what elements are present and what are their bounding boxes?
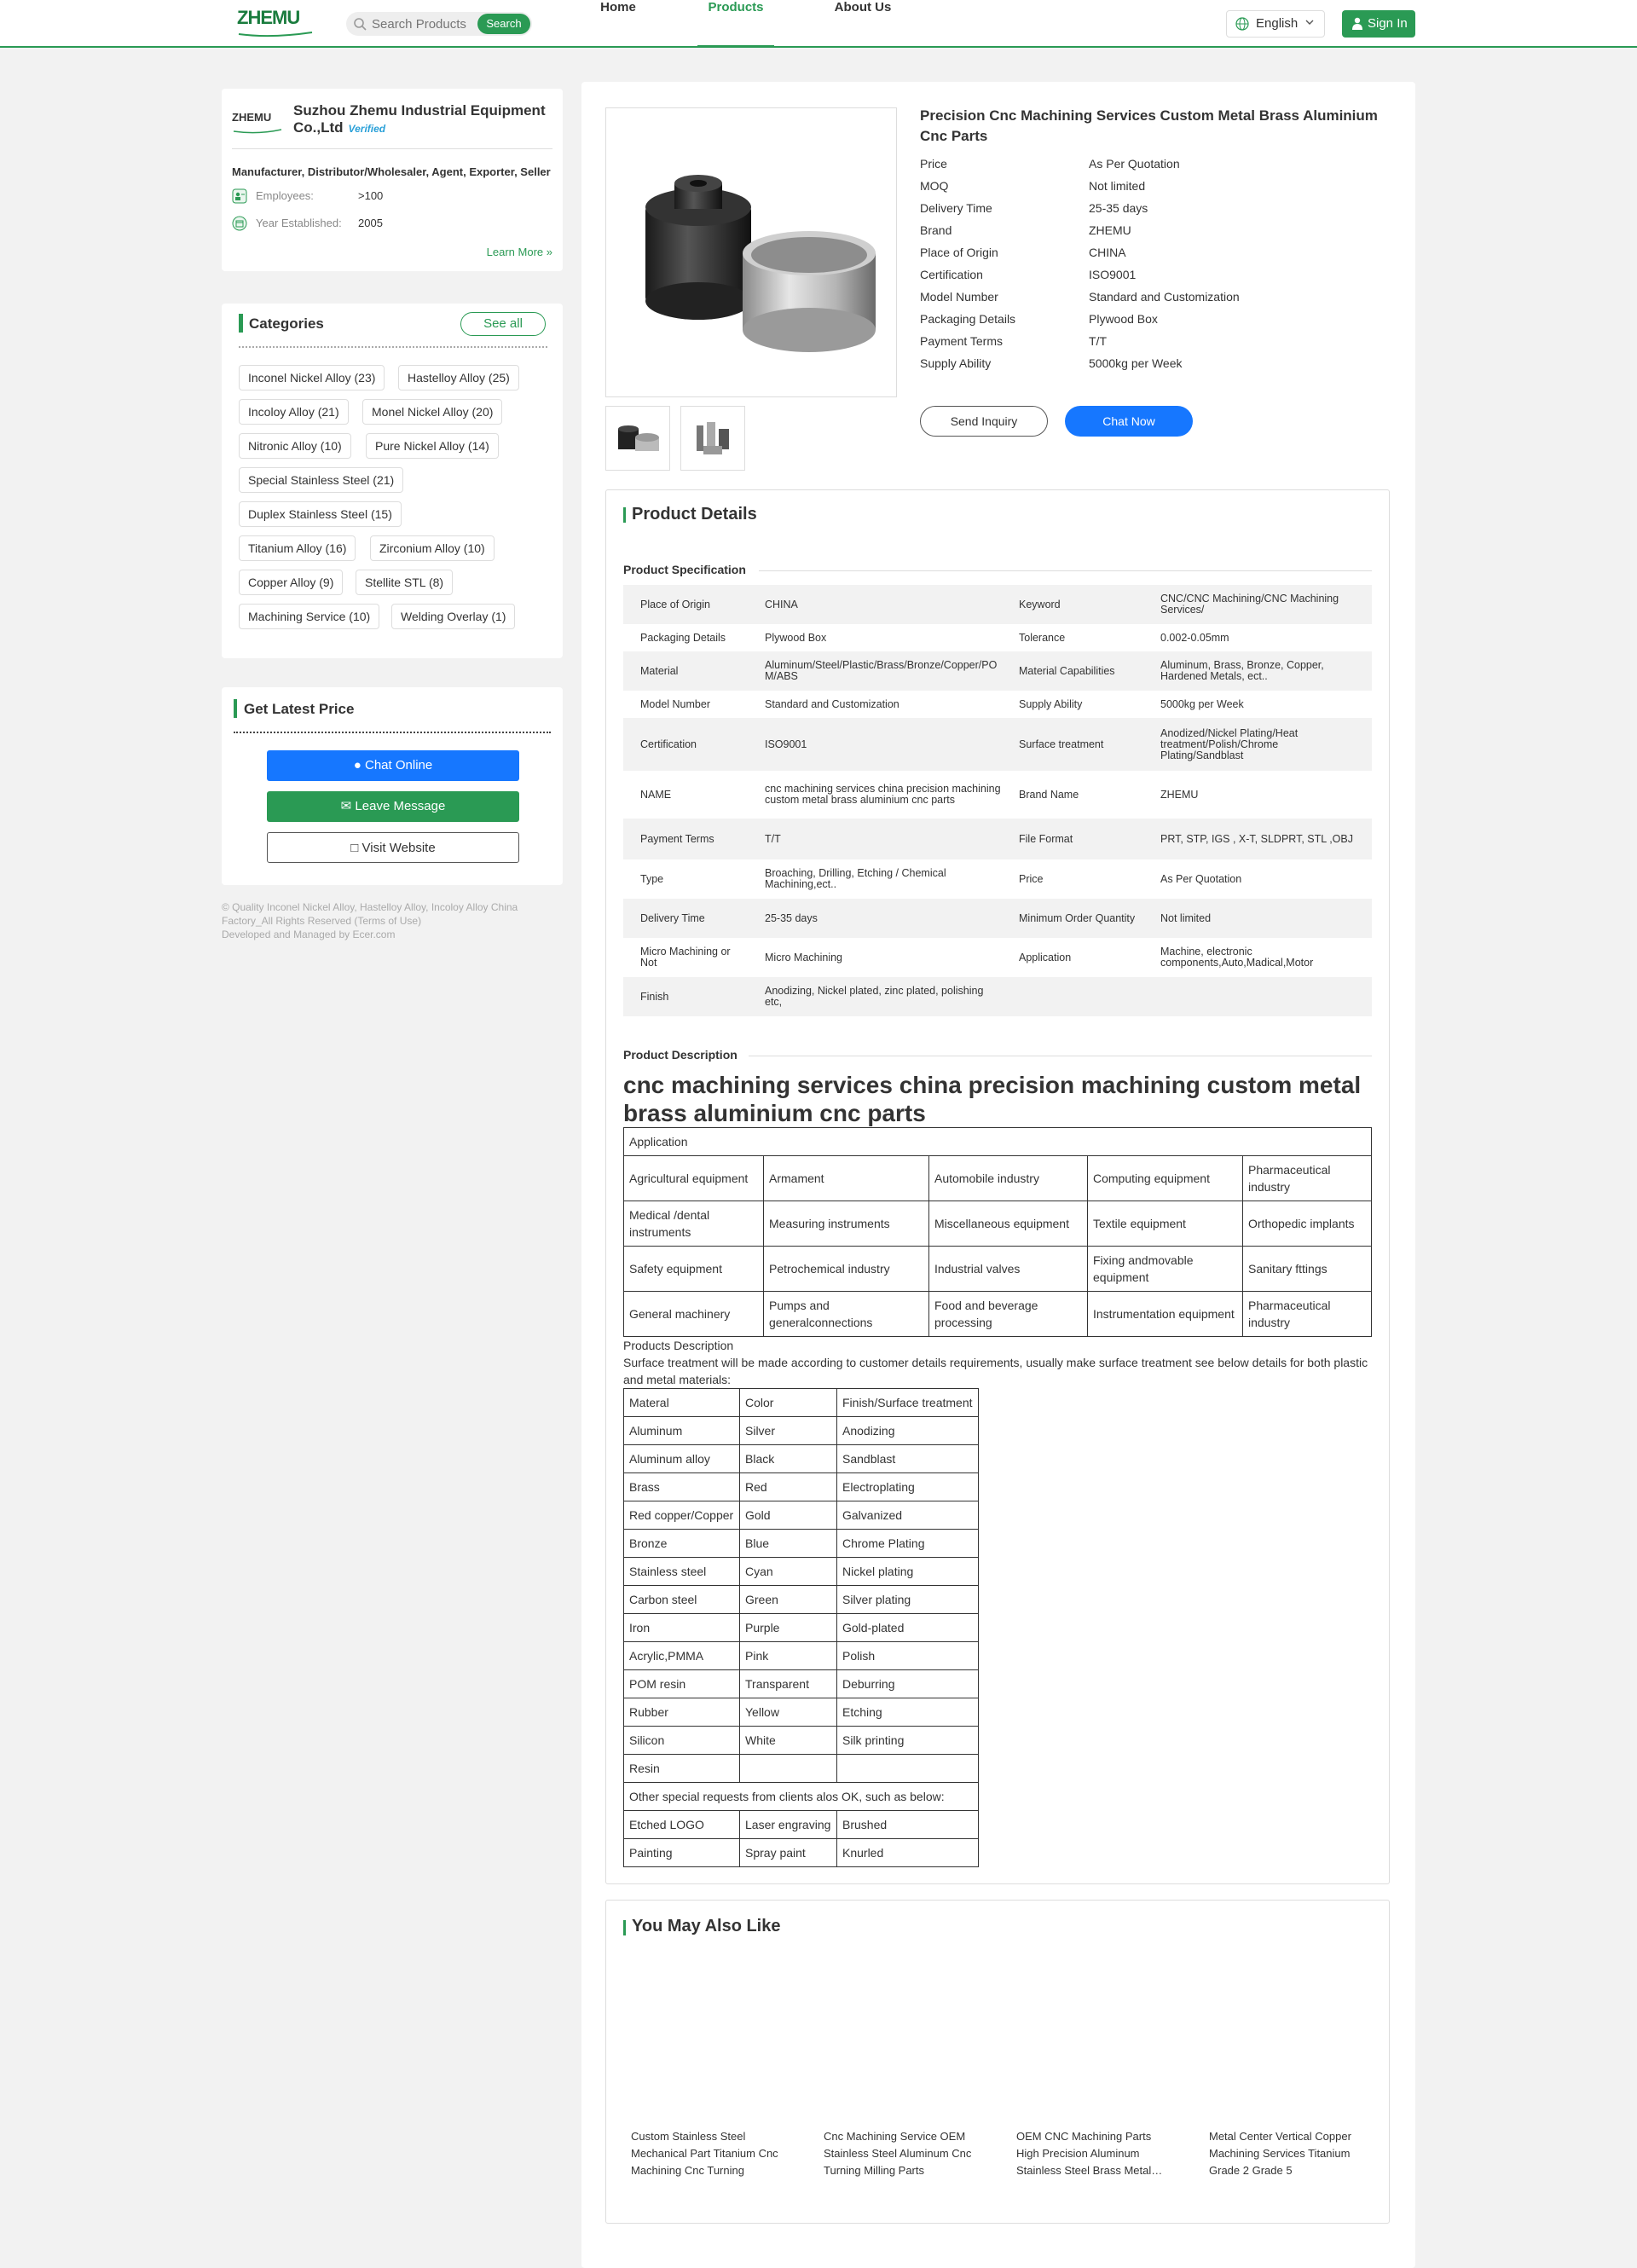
spec-key: Delivery Time (640, 911, 705, 924)
finish-cell: Chrome Plating (837, 1530, 979, 1558)
spec-value: PRT, STP, IGS , X-T, SLDPRT, STL ,OBJ (1160, 832, 1353, 845)
products-description-label: Products Description (623, 1339, 734, 1352)
envelope-icon: ✉ (340, 799, 352, 813)
app-cell: Pharmaceutical industry (1243, 1156, 1372, 1201)
nav-home[interactable]: Home (600, 0, 636, 14)
material-cell: Materal (624, 1389, 740, 1417)
spec-value: Broaching, Drilling, Etching / Chemical Machining,ect.. (765, 867, 946, 890)
spec-row (623, 819, 1372, 859)
thumbnail-photo (606, 407, 671, 472)
spec-value: Anodizing, Nickel plated, zinc plated, polishing etc, (765, 985, 984, 1008)
application-table (623, 1127, 1372, 1337)
app-cell: Safety equipment (624, 1247, 764, 1292)
specification-table (623, 585, 1372, 1016)
company-logo (232, 102, 286, 136)
related-product-link[interactable]: Cnc Machining Service OEM Stainless Steel Aluminum Cnc Turning Milling Parts (824, 2130, 972, 2177)
spec-row (623, 624, 1372, 651)
company-name: Suzhou Zhemu Industrial Equipment Co.,Ltd (293, 102, 546, 136)
material-cell: Aluminum alloy (624, 1445, 740, 1473)
category-tag-welding-overlay[interactable]: Welding Overlay (1) (391, 604, 515, 629)
spec-value (1160, 977, 1372, 1016)
latest-price-card (222, 687, 563, 885)
material-row (624, 1727, 979, 1755)
send-inquiry-button[interactable]: Send Inquiry (920, 406, 1048, 437)
app-cell: Armament (764, 1156, 929, 1201)
spec-key: Brand Name (1019, 788, 1079, 801)
categories-title: Categories (249, 315, 324, 332)
spec-key: Finish (640, 990, 669, 1003)
finish-cell: Sandblast (837, 1445, 979, 1473)
material-cell: Rubber (624, 1698, 740, 1727)
chat-online-label: Chat Online (365, 758, 433, 772)
attr-key: Brand (920, 223, 952, 237)
finish-cell (837, 1755, 979, 1783)
year-established-label: Year Established: (256, 217, 342, 229)
finish-cell: Electroplating (837, 1473, 979, 1501)
dotted-divider (234, 732, 551, 733)
related-product-link[interactable]: OEM CNC Machining Parts High Precision Aluminum Stainless Steel Brass Metal… (1016, 2130, 1163, 2177)
product-details-title: Product Details (632, 505, 757, 524)
company-name-block[interactable] (293, 102, 558, 136)
app-cell: Petrochemical industry (764, 1247, 929, 1292)
spec-value: Machine, electronic components,Auto,Madical,Motor (1160, 946, 1314, 969)
spec-value: Plywood Box (765, 631, 827, 644)
category-tag-monel[interactable]: Monel Nickel Alloy (20) (362, 399, 502, 425)
spec-key: Price (1019, 872, 1044, 885)
attr-key: Model Number (920, 290, 998, 304)
spec-value: CNC/CNC Machining/CNC Machining Services/ (1160, 593, 1339, 616)
app-cell: Fixing andmovable equipment (1088, 1247, 1243, 1292)
material-row (624, 1698, 979, 1727)
app-row (624, 1292, 1372, 1337)
attr-value: 25-35 days (1089, 201, 1148, 215)
material-row (624, 1530, 979, 1558)
spec-row (623, 899, 1372, 938)
material-cell: Carbon steel (624, 1586, 740, 1614)
spec-key: Surface treatment (1019, 738, 1104, 750)
calendar-icon (232, 216, 247, 231)
attr-value: Plywood Box (1089, 312, 1158, 326)
material-cell: Aluminum (624, 1417, 740, 1445)
section-accent-bar (623, 1920, 626, 1935)
attr-key: Packaging Details (920, 312, 1016, 326)
special-cell: Knurled (837, 1839, 979, 1867)
spec-row (623, 691, 1372, 718)
attr-value: CHINA (1089, 246, 1126, 259)
spec-value: CHINA (765, 598, 798, 610)
spec-key: Material (640, 664, 679, 677)
app-cell: Textile equipment (1088, 1201, 1243, 1247)
logo-swoosh-icon (237, 31, 314, 38)
app-cell: Miscellaneous equipment (929, 1201, 1088, 1247)
color-cell: Purple (740, 1614, 837, 1642)
product-title: Precision Cnc Machining Services Custom Metal Brass Aluminium Cnc Parts (920, 107, 1378, 144)
product-thumbnail-1[interactable] (605, 406, 670, 471)
learn-more-label: Learn More (486, 246, 544, 258)
spec-row (623, 718, 1372, 771)
app-row (624, 1201, 1372, 1247)
search-bar (346, 12, 532, 36)
spec-value: Anodized/Nickel Plating/Heat treatment/Polish/Chrome Plating/Sandblast (1160, 726, 1299, 761)
app-cell: Food and beverage processing (929, 1292, 1088, 1337)
material-cell: POM resin (624, 1670, 740, 1698)
attr-value: ZHEMU (1089, 223, 1131, 237)
products-description-block (623, 1337, 1374, 1388)
product-photo (606, 108, 898, 398)
footer-copyright: © Quality Inconel Nickel Alloy, Hastelloy Alloy, Incoloy Alloy China Factory_All Rights Reserved (Terms of Use) (222, 901, 518, 927)
spec-key: Packaging Details (640, 631, 726, 644)
nav-about-us[interactable]: About Us (834, 0, 892, 14)
spec-value: T/T (765, 832, 781, 845)
color-cell (740, 1755, 837, 1783)
language-label: English (1256, 16, 1299, 31)
top-header (0, 0, 1637, 48)
material-row (624, 1670, 979, 1698)
attr-key: Delivery Time (920, 201, 992, 215)
app-cell: Agricultural equipment (624, 1156, 764, 1201)
attr-key: Payment Terms (920, 334, 1003, 348)
section-accent-bar (239, 314, 243, 333)
footer-developer: Developed and Managed by Ecer.com (222, 929, 396, 940)
chat-bubble-icon: ● (353, 758, 362, 772)
attr-value: Not limited (1089, 179, 1146, 193)
spec-title: Product Specification (623, 563, 746, 576)
employees-row (232, 188, 552, 205)
material-cell: Silicon (624, 1727, 740, 1755)
chevron-down-icon (1305, 18, 1314, 26)
material-row (624, 1755, 979, 1783)
thumbnail-photo (681, 407, 746, 472)
app-row (624, 1247, 1372, 1292)
related-product-link[interactable]: Custom Stainless Steel Mechanical Part Titanium Cnc Machining Cnc Turning (631, 2130, 778, 2177)
attr-value: Standard and Customization (1089, 290, 1240, 304)
spec-key (1019, 977, 1160, 1016)
double-chevron-right-icon: » (546, 246, 552, 258)
material-cell: Red copper/Copper (624, 1501, 740, 1530)
search-input[interactable] (372, 15, 474, 32)
spec-key: Payment Terms (640, 832, 714, 845)
divider (232, 148, 552, 149)
color-cell: Cyan (740, 1558, 837, 1586)
color-cell: Gold (740, 1501, 837, 1530)
spec-value: ZHEMU (1160, 788, 1199, 801)
spec-value: Not limited (1160, 911, 1212, 924)
app-header-row (624, 1128, 1372, 1156)
employees-value: >100 (358, 189, 384, 202)
category-tag-copper[interactable]: Copper Alloy (9) (239, 570, 343, 595)
employees-icon (232, 188, 247, 204)
attr-key: Supply Ability (920, 356, 992, 370)
spec-key: File Format (1019, 832, 1073, 845)
company-card (222, 89, 563, 271)
spec-value: Aluminum/Steel/Plastic/Brass/Bronze/Copper/POM/ABS (765, 659, 998, 682)
app-cell: Industrial valves (929, 1247, 1088, 1292)
language-selector[interactable] (1226, 10, 1325, 38)
special-cell: Painting (624, 1839, 740, 1867)
category-tag-machining-service[interactable]: Machining Service (10) (239, 604, 379, 629)
product-thumbnail-2[interactable] (680, 406, 745, 471)
footer-text (222, 900, 563, 941)
sign-in-button[interactable] (1342, 10, 1415, 38)
material-cell: Resin (624, 1755, 740, 1783)
spec-value: Aluminum, Brass, Bronze, Copper, Hardened Metals, ect.. (1160, 659, 1324, 682)
divider (759, 570, 1372, 571)
product-main-image[interactable] (605, 107, 897, 397)
see-all-button[interactable]: See all (460, 312, 546, 336)
color-cell: Transparent (740, 1670, 837, 1698)
app-cell: Orthopedic implants (1243, 1201, 1372, 1247)
chat-now-button[interactable]: Chat Now (1065, 406, 1193, 437)
finish-cell: Nickel plating (837, 1558, 979, 1586)
spec-key: Certification (640, 738, 697, 750)
app-cell: Instrumentation equipment (1088, 1292, 1243, 1337)
app-cell: Automobile industry (929, 1156, 1088, 1201)
category-tag-duplex-stainless[interactable]: Duplex Stainless Steel (15) (239, 501, 402, 527)
color-cell: Color (740, 1389, 837, 1417)
spec-key: Material Capabilities (1019, 664, 1115, 677)
verified-badge: Verified (348, 123, 386, 135)
spec-value: 25-35 days (765, 911, 818, 924)
company-logo-text: ZHEMU (232, 111, 272, 124)
section-accent-bar (623, 507, 626, 523)
spec-value: As Per Quotation (1160, 872, 1242, 885)
section-accent-bar (234, 699, 237, 718)
surface-treatment-text: Surface treatment will be made according to customer details requirements, usually make surface treatment see below details for both plastic and metal materials: (623, 1356, 1368, 1386)
spec-row (623, 859, 1372, 899)
related-product-link[interactable]: Metal Center Vertical Copper Machining Services Titanium Grade 2 Grade 5 (1209, 2130, 1351, 2177)
color-cell: Red (740, 1473, 837, 1501)
finish-cell: Silver plating (837, 1586, 979, 1614)
special-cell: Etched LOGO (624, 1811, 740, 1839)
special-note-cell: Other special requests from clients alos OK, such as below: (624, 1783, 979, 1811)
spec-key: Application (1019, 951, 1072, 963)
spec-row (623, 771, 1372, 819)
attr-value: As Per Quotation (1089, 157, 1180, 171)
color-cell: Green (740, 1586, 837, 1614)
spec-value: Standard and Customization (765, 697, 899, 710)
leave-message-label: Leave Message (355, 799, 446, 813)
spec-value: 0.002-0.05mm (1160, 631, 1229, 644)
category-tag-pure-nickel[interactable]: Pure Nickel Alloy (14) (366, 433, 499, 459)
visit-website-button[interactable] (267, 832, 519, 863)
attr-value: 5000kg per Week (1089, 356, 1183, 370)
user-icon (1352, 17, 1362, 30)
finish-cell: Finish/Surface treatment (837, 1389, 979, 1417)
category-tag-special-stainless[interactable]: Special Stainless Steel (21) (239, 467, 403, 493)
attr-value: T/T (1089, 334, 1107, 348)
spec-row (623, 651, 1372, 691)
category-tag-nitronic[interactable]: Nitronic Alloy (10) (239, 433, 351, 459)
finish-cell: Gold-plated (837, 1614, 979, 1642)
color-cell: White (740, 1727, 837, 1755)
material-cell: Acrylic,PMMA (624, 1642, 740, 1670)
category-tag-incoloy[interactable]: Incoloy Alloy (21) (239, 399, 349, 425)
latest-price-title: Get Latest Price (244, 701, 355, 717)
spec-row (623, 585, 1372, 624)
material-row (624, 1614, 979, 1642)
finish-cell: Silk printing (837, 1727, 979, 1755)
color-cell: Silver (740, 1417, 837, 1445)
app-cell: Measuring instruments (764, 1201, 929, 1247)
app-cell: General machinery (624, 1292, 764, 1337)
employees-label: Employees: (256, 189, 314, 202)
attr-key: Certification (920, 268, 983, 281)
spec-value: 5000kg per Week (1160, 697, 1244, 710)
category-tag-hastelloy[interactable]: Hastelloy Alloy (25) (398, 365, 519, 391)
attr-value: ISO9001 (1089, 268, 1137, 281)
material-cell: Bronze (624, 1530, 740, 1558)
attr-key: Place of Origin (920, 246, 998, 259)
spec-key: Micro Machining or Not (640, 946, 731, 969)
color-cell: Yellow (740, 1698, 837, 1727)
spec-key: Model Number (640, 697, 710, 710)
color-cell: Black (740, 1445, 837, 1473)
chat-online-button[interactable] (267, 750, 519, 781)
year-established-row (232, 215, 552, 232)
description-heading: cnc machining services china precision machining custom metal brass aluminium cnc parts (623, 1072, 1362, 1126)
app-cell: Sanitary fttings (1243, 1247, 1372, 1292)
app-row (624, 1156, 1372, 1201)
search-icon (353, 17, 367, 31)
category-tag-zirconium[interactable]: Zirconium Alloy (10) (370, 535, 495, 561)
website-icon: □ (350, 841, 359, 855)
spec-row (623, 977, 1372, 1016)
categories-card (222, 304, 563, 658)
app-cell: Pharmaceutical industry (1243, 1292, 1372, 1337)
leave-message-button[interactable] (267, 791, 519, 822)
special-note-row (624, 1783, 979, 1811)
business-type: Manufacturer, Distributor/Wholesaler, Agent, Exporter, Seller (232, 165, 551, 178)
material-row (624, 1586, 979, 1614)
finish-cell: Anodizing (837, 1417, 979, 1445)
description-title: Product Description (623, 1048, 738, 1062)
category-tag-titanium[interactable]: Titanium Alloy (16) (239, 535, 356, 561)
spec-key: Place of Origin (640, 598, 710, 610)
app-header-cell: Application (624, 1128, 1372, 1156)
spec-row (623, 938, 1372, 977)
special-row (624, 1839, 979, 1867)
nav-products[interactable]: Products (697, 0, 774, 48)
finish-cell: Galvanized (837, 1501, 979, 1530)
app-cell: Computing equipment (1088, 1156, 1243, 1201)
material-row (624, 1501, 979, 1530)
material-row (624, 1445, 979, 1473)
spec-key: Supply Ability (1019, 697, 1083, 710)
category-tag-inconel[interactable]: Inconel Nickel Alloy (23) (239, 365, 385, 391)
attr-key: Price (920, 157, 947, 171)
special-row (624, 1811, 979, 1839)
dotted-divider (239, 346, 547, 348)
spec-key: Minimum Order Quantity (1019, 911, 1136, 924)
globe-icon (1235, 17, 1249, 31)
material-cell: Stainless steel (624, 1558, 740, 1586)
category-tag-stellite[interactable]: Stellite STL (8) (356, 570, 453, 595)
also-like-title: You May Also Like (632, 1917, 781, 1935)
color-cell: Blue (740, 1530, 837, 1558)
spec-key: Keyword (1019, 598, 1061, 610)
sign-in-label: Sign In (1368, 16, 1408, 31)
learn-more-link[interactable] (487, 246, 552, 258)
material-cell: Iron (624, 1614, 740, 1642)
special-cell: Laser engraving (740, 1811, 837, 1839)
finish-cell: Polish (837, 1642, 979, 1670)
material-cell: Brass (624, 1473, 740, 1501)
spec-key: Type (640, 872, 664, 885)
app-cell: Pumps and generalconnections (764, 1292, 929, 1337)
materials-table (623, 1388, 979, 1867)
finish-cell: Etching (837, 1698, 979, 1727)
material-row (624, 1558, 979, 1586)
year-established-value: 2005 (358, 217, 383, 229)
spec-value: Micro Machining (765, 951, 843, 963)
special-cell: Brushed (837, 1811, 979, 1839)
special-cell: Spray paint (740, 1839, 837, 1867)
search-button[interactable]: Search (477, 14, 530, 34)
finish-cell: Deburring (837, 1670, 979, 1698)
color-cell: Pink (740, 1642, 837, 1670)
logo-swoosh-icon (232, 129, 283, 134)
attr-key: MOQ (920, 179, 949, 193)
material-row (624, 1642, 979, 1670)
site-logo[interactable] (237, 9, 314, 38)
spec-key: Tolerance (1019, 631, 1066, 644)
logo-text: ZHEMU (237, 7, 300, 28)
spec-value: ISO9001 (765, 738, 807, 750)
material-row (624, 1389, 979, 1417)
visit-website-label: Visit Website (362, 841, 436, 855)
spec-key: NAME (640, 788, 672, 801)
material-row (624, 1417, 979, 1445)
material-row (624, 1473, 979, 1501)
spec-value: cnc machining services china precision machining custom metal brass aluminium cnc parts (765, 783, 1001, 806)
app-cell: Medical /dental instruments (624, 1201, 764, 1247)
